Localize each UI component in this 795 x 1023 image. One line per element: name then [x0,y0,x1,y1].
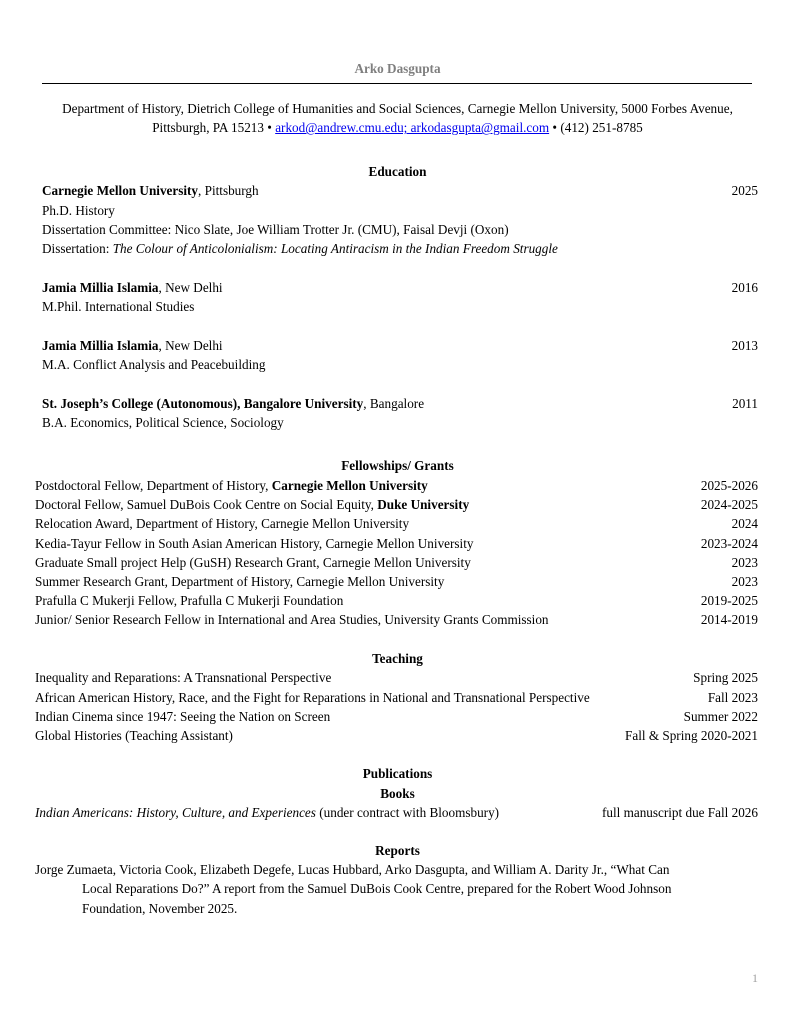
email-link[interactable]: arkod@andrew.cmu.edu; arkodasgupta@gmail.com [275,120,550,136]
fellowship-institution: Duke University [377,497,470,512]
book-note: (under contract with Bloomsbury) [315,805,500,820]
fellowship-text: Relocation Award, Department of History, Carnegie Mellon University [35,516,410,531]
fellowship-years: 2024-2025 [700,497,758,512]
teaching-item [35,726,758,745]
fellowship-years: 2024 [731,516,758,531]
teaching-item [35,688,758,707]
degree: Ph.D. History [42,203,115,218]
bullet-separator: • [549,120,561,136]
header-divider [42,83,752,84]
fellowship-item [35,534,758,553]
education-entry [42,336,758,355]
address: Department of History, Dietrich College of Humanities and Social Sciences, Carnegie Mellon University, 5000 Forbes Avenue, Pittsburgh, PA 15213 [62,101,733,136]
course-term: Fall 2023 [707,690,758,705]
year: 2013 [731,338,758,353]
course-term: Fall & Spring 2020-2021 [625,728,758,743]
dissertation [42,239,558,258]
fellowship-text: Junior/ Senior Research Fellow in International and Area Studies, University Grants Commission [35,612,549,627]
fellowship-item [35,553,758,572]
report-line: Jorge Zumaeta, Victoria Cook, Elizabeth Degefe, Lucas Hubbard, Arko Dasgupta, and William A. Darity Jr., “What Can [35,862,670,877]
page-number: 1 [752,971,758,985]
fellowship-text: Doctoral Fellow, Samuel DuBois Cook Centre on Social Equity, [35,497,378,512]
course-title: Indian Cinema since 1947: Seeing the Nation on Screen [35,709,331,724]
institution: Jamia Millia Islamia [42,280,159,295]
teaching-item [35,707,758,726]
book-title: Indian Americans: History, Culture, and Experiences [35,805,316,820]
course-term: Summer 2022 [683,709,758,724]
fellowship-text: Postdoctoral Fellow, Department of History, [35,478,272,493]
institution: Jamia Millia Islamia [42,338,159,353]
bullet-separator: • [263,120,276,136]
section-title-fellowships: Fellowships/ Grants [341,458,454,473]
teaching-item [35,668,758,687]
fellowship-years: 2014-2019 [700,612,758,627]
institution: St. Joseph’s College (Autonomous), Bangalore University [42,396,364,411]
dissertation-label: Dissertation: [42,241,113,256]
phone-number: (412) 251-8785 [560,120,643,136]
year: 2016 [731,280,758,295]
report-line: Local Reparations Do?” A report from the Samuel DuBois Cook Centre, prepared for the Robert Wood Johnson [82,881,672,897]
degree: B.A. Economics, Political Science, Sociology [42,415,284,430]
subsection-title-books: Books [380,786,415,801]
fellowship-text: Kedia-Tayur Fellow in South Asian American History, Carnegie Mellon University [35,536,474,551]
section-title-teaching: Teaching [372,651,423,666]
fellowship-item [35,572,758,591]
education-entry [42,394,758,413]
dissertation-committee: Dissertation Committee: Nico Slate, Joe William Trotter Jr. (CMU), Faisal Devji (Oxon) [42,222,509,237]
institution: Carnegie Mellon University [42,183,199,198]
report-item [35,860,755,918]
location: , Bangalore [363,396,425,411]
fellowship-item [35,495,758,514]
book-status: full manuscript due Fall 2026 [601,805,758,820]
dissertation-title: The Colour of Anticolonialism: Locating Antiracism in the Indian Freedom Struggle [112,241,558,256]
education-entry [42,181,758,200]
fellowship-text: Graduate Small project Help (GuSH) Research Grant, Carnegie Mellon University [35,555,471,570]
author-name: Arko Dasgupta [354,61,441,76]
section-title-publications: Publications [362,766,433,781]
fellowship-years: 2023-2024 [700,536,758,551]
fellowship-years: 2019-2025 [700,593,758,608]
fellowship-item [35,514,758,533]
degree: M.A. Conflict Analysis and Peacebuilding [42,357,266,372]
course-title: African American History, Race, and the Fight for Reparations in National and Transnational Perspective [35,690,590,705]
year: 2011 [732,396,758,411]
education-entry [42,278,758,297]
degree: M.Phil. International Studies [42,299,195,314]
fellowship-years: 2023 [731,555,758,570]
contact-info [40,99,755,138]
subsection-title-reports: Reports [375,843,420,858]
fellowship-item [35,591,758,610]
course-term: Spring 2025 [693,670,758,685]
section-title-education: Education [368,164,427,179]
fellowship-institution: Carnegie Mellon University [271,478,428,493]
location: , New Delhi [158,338,223,353]
year: 2025 [731,183,758,198]
fellowship-years: 2025-2026 [700,478,758,493]
course-title: Inequality and Reparations: A Transnational Perspective [35,670,332,685]
location: , New Delhi [158,280,223,295]
fellowship-text: Prafulla C Mukerji Fellow, Prafulla C Mukerji Foundation [35,593,344,608]
fellowship-item [35,476,758,495]
fellowship-text: Summer Research Grant, Department of History, Carnegie Mellon University [35,574,445,589]
location: , Pittsburgh [198,183,259,198]
fellowship-years: 2023 [731,574,758,589]
course-title: Global Histories (Teaching Assistant) [35,728,233,743]
book-item [35,803,758,822]
report-line: Foundation, November 2025. [82,900,238,916]
fellowship-item [35,610,758,629]
